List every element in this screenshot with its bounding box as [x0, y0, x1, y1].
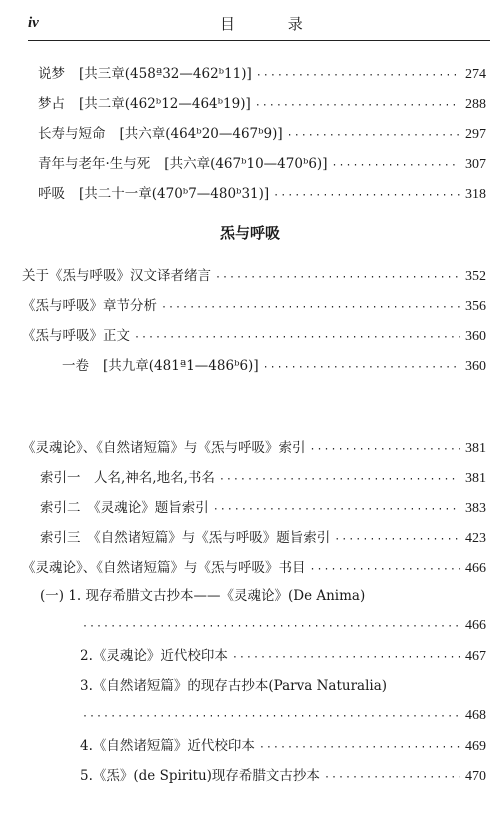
entry-title: 《灵魂论》、《自然诸短篇》与《炁与呼吸》索引: [22, 440, 306, 456]
entry-page: 467: [465, 649, 486, 664]
page-header: [0, 0, 500, 46]
toc-entry: [22, 438, 486, 458]
toc-entry: [22, 266, 486, 286]
entry-range: [共二章(462ᵇ12—464ᵇ19)]: [79, 96, 251, 112]
dot-leader: [82, 617, 460, 637]
entry-title: 索引一 人名,神名,地名,书名: [40, 470, 215, 486]
entry-page: 356: [465, 299, 486, 314]
entry-title: 4.《自然诸短篇》近代校印本: [80, 738, 255, 754]
entry-title: 《炁与呼吸》正文: [22, 328, 130, 344]
dot-leader: [82, 707, 460, 727]
entry-range: [共六章(464ᵇ20—467ᵇ9)]: [119, 126, 283, 142]
dot-leader: [213, 500, 460, 520]
bibliography-entry-title: (一) 1. 现存希腊文古抄本——《灵魂论》(De Anima): [40, 588, 366, 604]
dot-leader: [263, 358, 460, 378]
entry-page: 297: [465, 127, 486, 142]
toc-entry: [22, 326, 486, 346]
entry-page: 466: [465, 561, 486, 576]
entry-page: 381: [465, 471, 486, 486]
toc-entry: [80, 646, 486, 666]
toc-entry: [22, 558, 486, 578]
dot-leader: [259, 738, 460, 758]
toc-entry: [80, 766, 486, 786]
dot-leader: [215, 268, 460, 288]
toc-entry: [38, 94, 486, 114]
entry-title: 梦占: [38, 96, 65, 112]
entry-title: 说梦: [38, 66, 65, 82]
toc-entry: [38, 184, 486, 204]
toc-entry: [38, 124, 486, 144]
entry-title: 青年与老年·生与死: [38, 156, 151, 172]
entry-page: 469: [465, 739, 486, 754]
entry-page: 381: [465, 441, 486, 456]
entry-title: 2.《灵魂论》近代校印本: [80, 648, 228, 664]
entry-page: 288: [465, 97, 486, 112]
entry-title: 一卷: [62, 358, 89, 374]
toc-entry-continuation: [82, 706, 486, 726]
dot-leader: [324, 768, 460, 788]
entry-title: 索引二 《灵魂论》题旨索引: [40, 500, 209, 516]
entry-title: 5.《炁》(de Spiritu)现存希腊文古抄本: [80, 768, 320, 784]
entry-page: 307: [465, 157, 486, 172]
bibliography-entry-title: 3.《自然诸短篇》的现存古抄本(Parva Naturalia): [80, 678, 388, 694]
entry-page: 466: [465, 618, 486, 633]
entry-range: [共九章(481ª1—486ᵇ6)]: [103, 358, 259, 374]
toc-entry: [38, 154, 486, 174]
toc-entry: [80, 736, 486, 756]
page-number: iv: [28, 15, 39, 31]
entry-title: 关于《炁与呼吸》汉文译者绪言: [22, 268, 211, 284]
dot-leader: [232, 648, 460, 668]
entry-title: 索引三 《自然诸短篇》与《炁与呼吸》题旨索引: [40, 530, 331, 546]
header-rule: [28, 40, 490, 41]
entry-range: [共三章(458ª32—462ᵇ11)]: [79, 66, 252, 82]
entry-page: 318: [465, 187, 486, 202]
toc-entry: [40, 528, 486, 548]
toc-entry: [40, 498, 486, 518]
toc-entry: [22, 296, 486, 316]
dot-leader: [255, 96, 460, 116]
entry-range: [共二十一章(470ᵇ7—480ᵇ31)]: [79, 186, 270, 202]
dot-leader: [219, 470, 460, 490]
toc-entry: [40, 468, 486, 488]
entry-page: 383: [465, 501, 486, 516]
toc-entry: [62, 356, 486, 376]
dot-leader: [334, 530, 460, 550]
dot-leader: [331, 156, 460, 176]
entry-title: 《灵魂论》、《自然诸短篇》与《炁与呼吸》书目: [22, 560, 306, 576]
dot-leader: [273, 186, 460, 206]
section-heading: 炁与呼吸: [219, 224, 280, 242]
entry-page: 360: [465, 359, 486, 374]
dot-leader: [310, 440, 461, 460]
entry-page: 352: [465, 269, 486, 284]
entry-page: 423: [465, 531, 486, 546]
entry-title: 《炁与呼吸》章节分析: [22, 298, 157, 314]
toc-entry: [38, 64, 486, 84]
entry-page: 468: [465, 708, 486, 723]
toc-entry-continuation: [82, 616, 486, 636]
dot-leader: [161, 298, 460, 318]
entry-range: [共六章(467ᵇ10—470ᵇ6)]: [164, 156, 328, 172]
dot-leader: [134, 328, 460, 348]
entry-title: 呼吸: [38, 186, 65, 202]
dot-leader: [256, 66, 460, 86]
dot-leader: [287, 126, 460, 146]
entry-page: 274: [465, 67, 486, 82]
entry-page: 360: [465, 329, 486, 344]
running-title: 目 录: [220, 15, 327, 33]
entry-title: 长寿与短命: [38, 126, 106, 142]
entry-page: 470: [465, 769, 486, 784]
dot-leader: [310, 560, 461, 580]
